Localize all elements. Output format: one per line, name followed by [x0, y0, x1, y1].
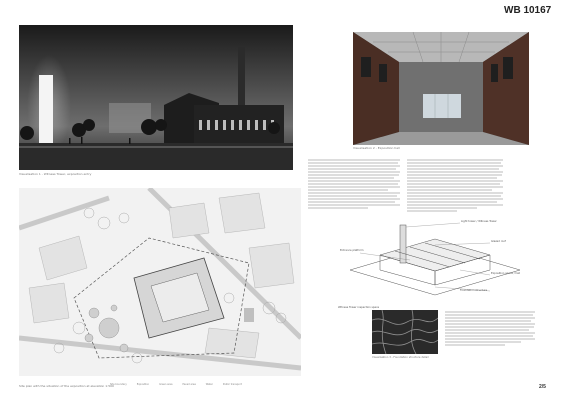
caption-detail: Visualisation 3 - Foundation structure detail — [372, 356, 429, 359]
label-witness: Witness Tower inspection space — [338, 306, 380, 309]
legend-item: Site boundary — [110, 383, 127, 386]
legend-item: Green area — [159, 383, 173, 386]
page-number: 2/5 — [539, 384, 546, 390]
detail-visualisation — [372, 310, 438, 354]
label-foundation: Foundation structure — [460, 289, 488, 292]
label-exposition: Exposition space / hall — [491, 272, 521, 275]
label-glass-roof: Glazed roof — [491, 240, 506, 243]
site-plan — [19, 188, 301, 376]
caption-hall: Visualisation 2 - Exposition hall — [353, 146, 400, 150]
hall-visualisation — [353, 32, 529, 145]
legend — [110, 383, 242, 386]
text-block-3 — [445, 310, 535, 354]
caption-night-view: Visualisation 1 - Witness Tower, exposition entry — [19, 172, 92, 176]
caption-siteplan: Site plan with the situation of the exposition at elevation 1:500 — [19, 384, 114, 388]
night-visualisation — [19, 25, 293, 170]
legend-item: Exposition — [136, 383, 150, 386]
legend-item: Paved area — [182, 383, 196, 386]
legend-item: Public transport — [222, 383, 242, 386]
label-platform: Entrance platform — [340, 249, 364, 252]
project-code: WB 10167 — [504, 5, 552, 16]
label-light-tower: Light tower / Witness Tower — [461, 220, 497, 223]
legend-item: Water — [205, 383, 213, 386]
text-block-1 — [308, 158, 400, 218]
text-block-2 — [407, 158, 503, 218]
axonometric-diagram — [340, 215, 530, 300]
